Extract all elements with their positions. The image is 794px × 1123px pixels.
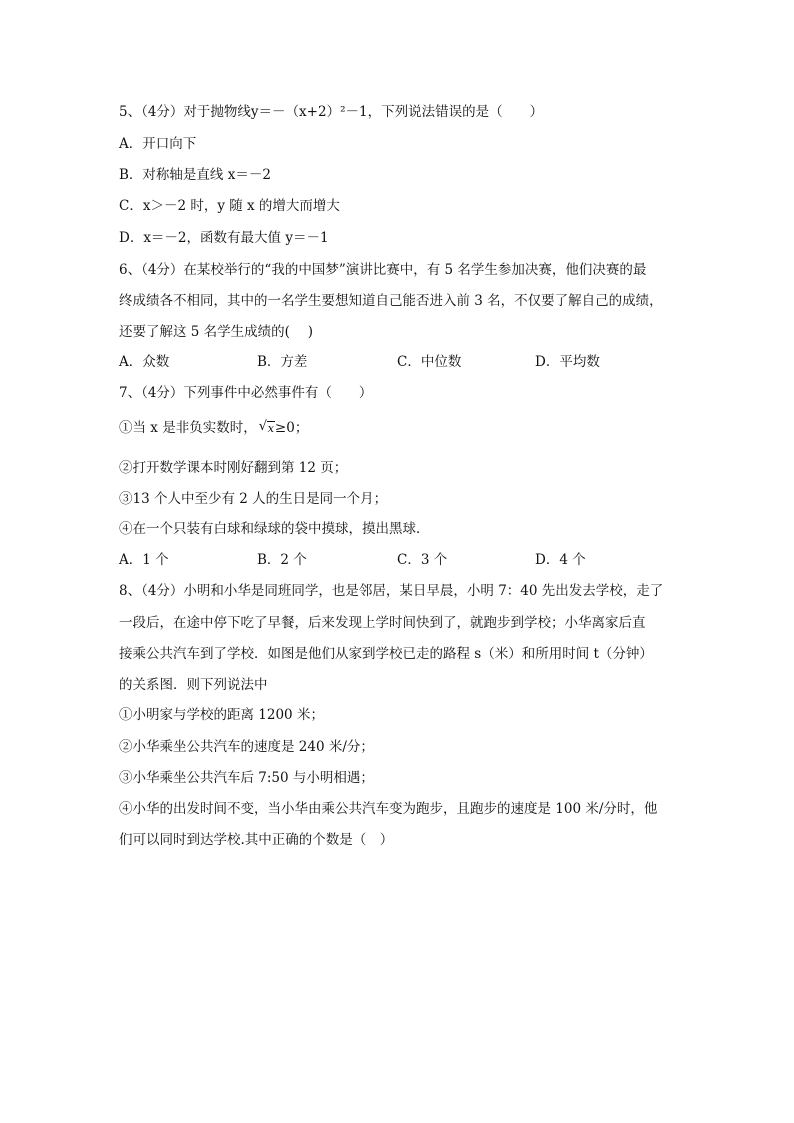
q6-option-b: B．方差: [257, 354, 308, 370]
q8-stem-line1: 8、（4分）小明和小华是同班同学，也是邻居，某日早晨，小明 7：40 先出发去学校，走了: [119, 583, 664, 599]
q8-item1: ①小明家与学校的距离 1200 米；: [119, 707, 324, 723]
q8-item3: ③小华乘坐公共汽车后 7:50 与小明相遇；: [119, 770, 374, 786]
q6-option-c: C．中位数: [397, 354, 462, 370]
q5-option-b: B．对称轴是直线 x＝－2: [119, 167, 271, 183]
q6-option-d: D．平均数: [535, 354, 600, 370]
q7-option-b: B．2 个: [257, 552, 307, 568]
q8-stem-line3: 接乘公共汽车到了学校．如图是他们从家到学校已走的路程 s（米）和所用时间 t（分钟）: [119, 646, 653, 662]
q5-option-a: A．开口向下: [119, 136, 197, 152]
q7-stem: 7、（4分）下列事件中必然事件有（ ）: [119, 385, 373, 401]
q5-option-c: C．x＞－2 时，y 随 x 的增大而增大: [119, 198, 340, 214]
q6-option-a: A．众数: [119, 354, 170, 370]
q7-item1-suffix: ≥0；: [274, 420, 309, 436]
q7-item3: ③13 个人中至少有 2 人的生日是同一个月；: [119, 491, 388, 507]
q7-option-d: D．4 个: [535, 552, 586, 568]
q8-item2: ②小华乘坐公共汽车的速度是 240 米/分；: [119, 739, 374, 755]
q6-stem-line3: 还要了解这 5 名学生成绩的( ): [119, 324, 313, 340]
q8-stem-line4: 的关系图．则下列说法中: [119, 677, 268, 693]
q8-stem-line2: 一段后，在途中停下吃了早餐，后来发现上学时间快到了，就跑步到学校；小华离家后直: [119, 615, 646, 631]
q5-option-d: D．x＝－2，函数有最大值 y＝－1: [119, 230, 329, 246]
q7-item4: ④在一个只装有白球和绿球的袋中摸球，摸出黑球．: [119, 521, 430, 537]
q7-item1-text: ①当 x 是非负实数时，: [119, 420, 257, 436]
q7-option-c: C．3 个: [397, 552, 448, 568]
q6-stem-line1: 6、（4分）在某校举行的“我的中国梦”演讲比赛中，有 5 名学生参加决赛，他们决赛的最: [119, 262, 647, 278]
q7-item2: ②打开数学课本时刚好翻到第 12 页；: [119, 460, 348, 476]
q8-item4-line2: 们可以同时到达学校.其中正确的个数是（ ）: [119, 832, 394, 848]
q7-item1: [119, 419, 308, 438]
q6-stem-line2: 终成绩各不相同，其中的一名学生要想知道自己能否进入前 3 名，不仅要了解自己的成绩，: [119, 293, 663, 309]
sqrt-x-symbol: √ x: [258, 419, 274, 435]
q7-option-a: A．1 个: [119, 552, 169, 568]
q5-stem: 5、（4分）对于抛物线y＝－（x+2）²－1，下列说法错误的是（ ）: [119, 104, 544, 120]
q8-item4-line1: ④小华的出发时间不变，当小华由乘公共汽车变为跑步，且跑步的速度是 100 米/分时，他: [119, 801, 658, 817]
